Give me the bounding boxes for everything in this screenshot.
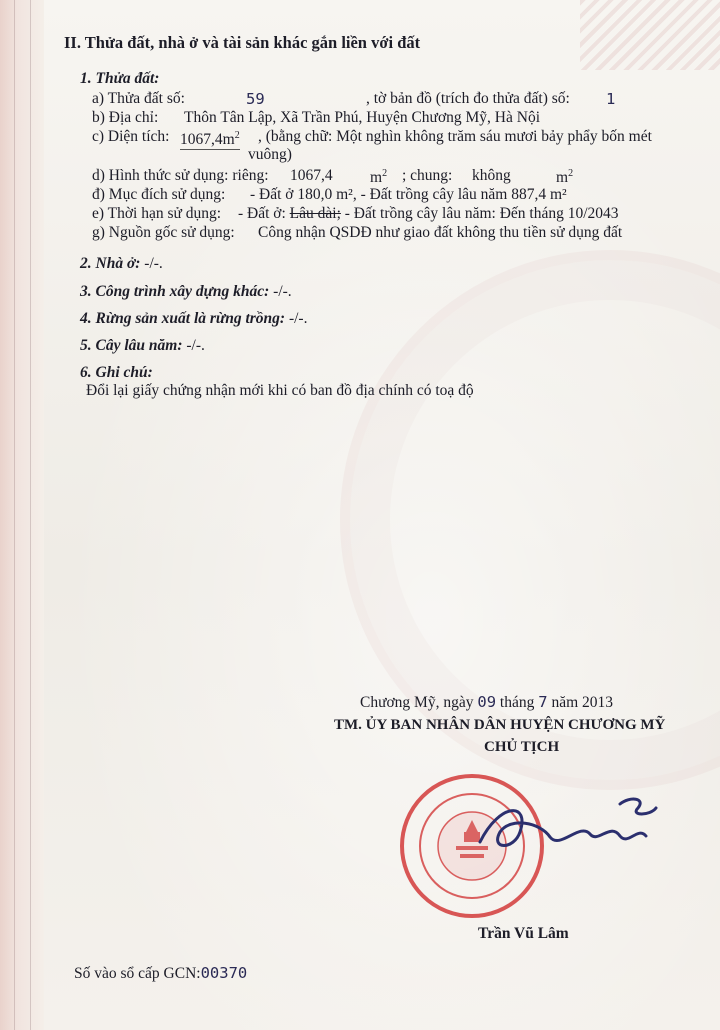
usage-term-label: e) Thời hạn sử dụng: <box>92 205 222 222</box>
parcel-number-value: 59 <box>246 90 265 108</box>
notes-value: Đổi lại giấy chứng nhận mới khi có ban đồ địa chính có toạ độ <box>86 382 474 399</box>
origin-label: g) Nguồn gốc sử dụng: <box>92 224 235 241</box>
usage-purpose-value: - Đất ở 180,0 m², - Đất trồng cây lâu năm 887,4 m² <box>250 186 567 203</box>
signer-role: CHỦ TỊCH <box>484 739 560 755</box>
area-label: c) Diện tích: <box>92 128 170 145</box>
map-sheet-label: , tờ bản đồ (trích đo thửa đất) số: <box>366 90 570 107</box>
binding-line <box>30 0 31 1030</box>
forest-row: 4. Rừng sản xuất là rừng trồng: -/-. <box>80 310 308 327</box>
section-title: II. Thửa đất, nhà ở và tài sản khác gắn liền với đất <box>64 33 421 52</box>
usage-common-value: không <box>472 167 511 184</box>
origin-value: Công nhận QSDĐ như giao đất không thu tiền sử dụng đất <box>258 224 623 241</box>
registry-number: Số vào sổ cấp GCN:00370 <box>74 964 248 982</box>
signer-name: Trần Vũ Lâm <box>478 925 569 942</box>
usage-common-label: ; chung: <box>402 167 453 184</box>
binding-edge <box>0 0 44 1030</box>
binding-line <box>14 0 15 1030</box>
usage-term-value: - Đất ở: Lâu dài; - Đất trồng cây lâu năm: Đến tháng 10/2043 <box>238 205 619 222</box>
house-row: 2. Nhà ở: -/-. <box>80 255 163 272</box>
usage-private-unit: $m^2$ <box>370 168 388 187</box>
parcel-number-label: a) Thửa đất số: <box>92 90 185 107</box>
usage-form-label: d) Hình thức sử dụng: riêng: <box>92 167 269 184</box>
usage-private-value: 1067,4 <box>290 167 333 184</box>
area-in-words: , (bằng chữ: Một nghìn không trăm sáu mươi bảy phẩy bốn mét <box>258 128 652 145</box>
perennial-row: 5. Cây lâu năm: -/-. <box>80 337 205 354</box>
issuing-authority: TM. ỦY BAN NHÂN DÂN HUYỆN CHƯƠNG MỸ <box>334 717 666 733</box>
usage-purpose-label: đ) Mục đích sử dụng: <box>92 186 226 203</box>
place-date: Chương Mỹ, ngày 09 tháng 7 năm 2013 <box>360 693 613 711</box>
area-in-words-cont: vuông) <box>248 146 292 163</box>
land-parcel-heading: 1. Thửa đất: <box>80 70 160 87</box>
address-value: Thôn Tân Lập, Xã Trần Phú, Huyện Chương Mỹ, Hà Nội <box>184 109 541 126</box>
address-label: b) Địa chỉ: <box>92 109 159 126</box>
usage-common-unit: $m^2$ <box>556 168 574 187</box>
other-works-row: 3. Công trình xây dựng khác: -/-. <box>80 283 292 300</box>
area-value: $1067,4m^2$ <box>180 127 240 150</box>
notes-heading: 6. Ghi chú: <box>80 364 153 381</box>
map-sheet-value: 1 <box>606 90 616 108</box>
signature <box>470 792 670 862</box>
corner-pattern <box>580 0 720 70</box>
